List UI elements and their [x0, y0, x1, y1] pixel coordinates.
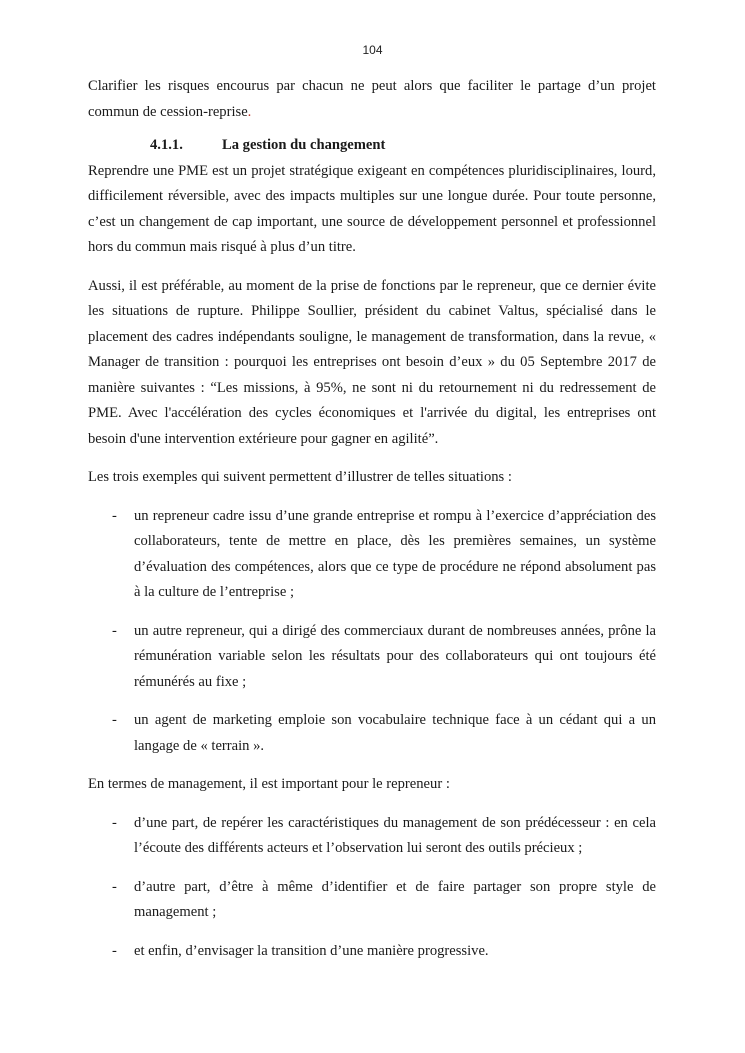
bullet-dash: -	[112, 942, 117, 959]
list-item: - d’autre part, d’être à même d’identifier et de faire partager son propre style de management ;	[88, 875, 656, 926]
paragraph-1: Reprendre une PME est un projet stratégique exigeant en compétences pluridisciplinaires, lourd, difficilement réversible, avec des impacts multiples sur une longue durée. Pour toute personne, c’est un changement de cap important, une source de développement personnel et professionnel hors du commun mais risqué à plus d’un titre.	[88, 162, 656, 255]
intro-text: Clarifier les risques encourus par chacun ne peut alors que faciliter le partage d’un projet commun de cession-reprise	[88, 78, 656, 120]
paragraph-3: Les trois exemples qui suivent permettent d’illustrer de telles situations :	[88, 469, 512, 485]
bullet-dash: -	[112, 712, 117, 728]
section-heading	[150, 125, 656, 159]
bullet-dash: -	[112, 814, 117, 831]
list-item: - un repreneur cadre issu d’une grande entreprise et rompu à l’exercice d’appréciation des collaborateurs, tente de mettre en place, dès les premières semaines, un système d’évaluation des compétences, alors que ce type de procédure ne répond absolument pas à la culture de l’entreprise ;	[88, 504, 656, 606]
bullet-dash: -	[112, 878, 117, 895]
list-item: - d’une part, de repérer les caractéristiques du management de son prédécesseur : en cela l’écoute des différents acteurs et l’observation lui seront des outils précieux ;	[88, 811, 656, 862]
bullet-dash: -	[112, 507, 117, 524]
examples-list	[88, 504, 656, 760]
section-title: La gestion du changement	[222, 137, 386, 153]
management-list	[88, 811, 656, 965]
list-item: - un agent de marketing emploie son vocabulaire technique face à un cédant qui a un langage de « terrain ».	[88, 708, 656, 759]
bullet-dash: -	[112, 622, 117, 639]
section-number: 4.1.1.	[150, 137, 183, 153]
list-item: - et enfin, d’envisager la transition d’une manière progressive.	[88, 939, 656, 965]
paragraph-2: Aussi, il est préférable, au moment de la prise de fonctions par le repreneur, que ce dernier évite les situations de rupture. Philippe Soullier, président du cabinet Valtus, spécialisé dans le placement des cadres indépendants souligne, le management de transformation, dans la revue, « Manager de transition : pourquoi les entreprises ont besoin d’eux » du 05 Septembre 2017 de manière suivantes : “Les missions, à 95%, ne sont ni du retournement ni du redressement de PME. Avec l'accélération des cycles économiques et l'arrivée du digital, les entreprises ont besoin d'une intervention extérieure pour gagner en agilité”.	[88, 277, 656, 447]
list-item: - un autre repreneur, qui a dirigé des commerciaux durant de nombreuses années, prône la rémunération variable selon les résultats pour des collaborateurs qui ont toujours été rémunérés au fixe ;	[88, 619, 656, 696]
management-intro: En termes de management, il est important pour le repreneur :	[88, 776, 450, 792]
intro-paragraph	[88, 74, 656, 125]
document-body	[88, 74, 656, 964]
page-number: 104	[362, 43, 383, 57]
intro-period: .	[247, 103, 252, 120]
